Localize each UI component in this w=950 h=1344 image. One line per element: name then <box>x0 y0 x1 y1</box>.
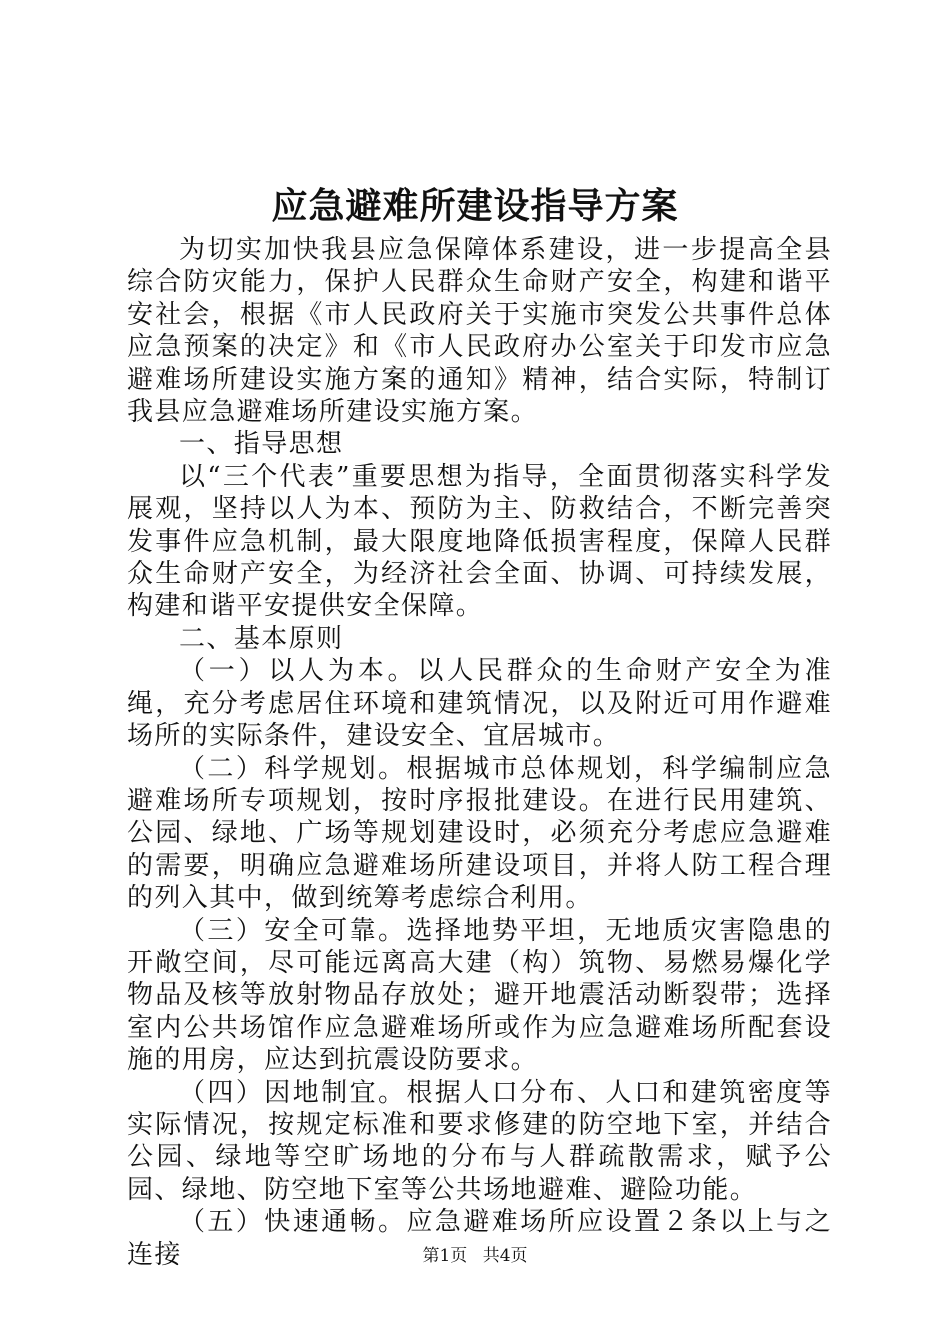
principle-paragraph-4: （四）因地制宜。根据人口分布、人口和建筑密度等实际情况，按规定标准和要求修建的防空地下室，并结合公园、绿地等空旷场地的分布与人群疏散需求，赋予公园、绿地、防空地下室等公共场地避难、避险功能。 <box>127 1077 832 1205</box>
principle-paragraph-3: （三）安全可靠。选择地势平坦，无地质灾害隐患的开敞空间，尽可能远离高大建（构）筑物、易燃易爆化学物品及核等放射物品存放处；避开地震活动断裂带；选择室内公共场馆作应急避难场所或作为应急避难场所配套设施的用房，应达到抗震设防要求。 <box>127 915 832 1076</box>
section-heading-guiding-ideology: 一、指导思想 <box>179 429 344 460</box>
intro-paragraph: 为切实加快我县应急保障体系建设，进一步提高全县综合防灾能力，保护人民群众生命财产安全，构建和谐平安社会，根据《市人民政府关于实施市突发公共事件总体应急预案的决定》和《市人民政府办公室关于印发市应急避难场所建设实施方案的通知》精神，结合实际，特制订我县应急避难场所建设实施方案。 <box>127 235 832 428</box>
principle-paragraph-5: （五）快速通畅。应急避难场所应设置２条以上与之连接 <box>127 1207 832 1270</box>
principle-paragraph-1: （一）以人为本。以人民群众的生命财产安全为准绳，充分考虑居住环境和建筑情况，以及附近可用作避难场所的实际条件，建设安全、宜居城市。 <box>127 656 832 752</box>
page-total: 共4页 <box>482 1246 528 1266</box>
guiding-ideology-paragraph: 以“三个代表”重要思想为指导，全面贯彻落实科学发展观，坚持以人为本、预防为主、防救结合，不断完善突发事件应急机制，最大限度地降低损害程度，保障人民群众生命财产安全，为经济社会全面、协调、可持续发展，构建和谐平安提供安全保障。 <box>127 461 832 622</box>
page-footer <box>0 1244 950 1268</box>
section-heading-basic-principles: 二、基本原则 <box>179 623 344 654</box>
principle-paragraph-2: （二）科学规划。根据城市总体规划，科学编制应急避难场所专项规划，按时序报批建设。在进行民用建筑、公园、绿地、广场等规划建设时，必须充分考虑应急避难的需要，明确应急避难场所建设项目，并将人防工程合理的列入其中，做到统筹考虑综合利用。 <box>127 753 832 914</box>
document-body <box>127 234 832 1271</box>
document-title: 应急避难所建设指导方案 <box>271 186 679 227</box>
page-number: 第1页 <box>422 1246 468 1266</box>
